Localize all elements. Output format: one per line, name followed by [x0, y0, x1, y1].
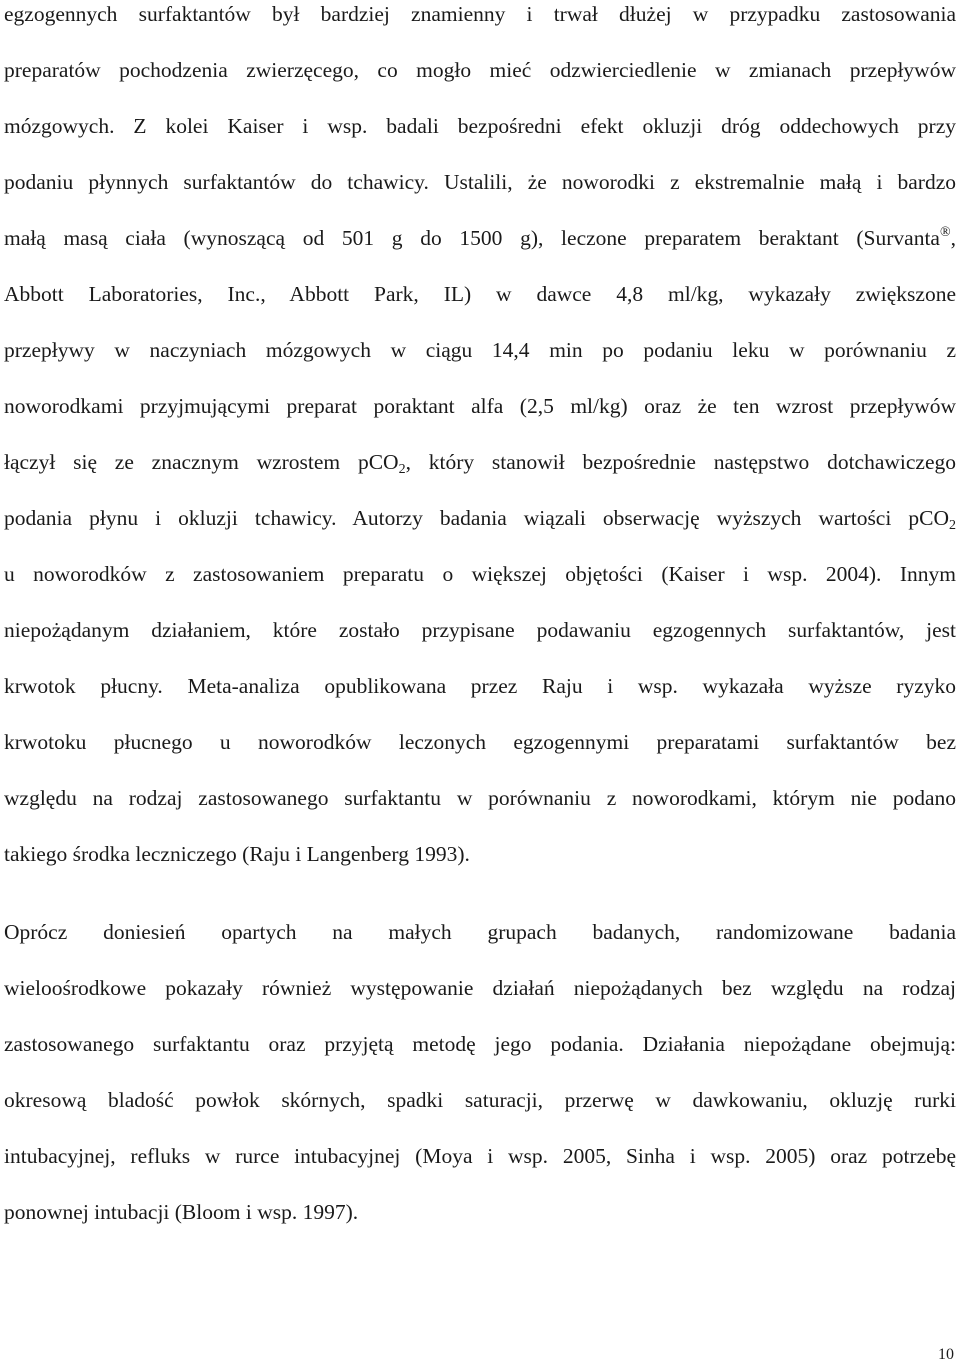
text-line: intubacyjnej, refluks w rurce intubacyjnej (Moya i wsp. 2005, Sinha i wsp. 2005) oraz potrzebę	[4, 1144, 956, 1168]
text-segment: ,	[950, 226, 956, 250]
text-line: zastosowanego surfaktantu oraz przyjętą metodę jego podania. Działania niepożądane obejmują:	[4, 1032, 956, 1056]
subscript: 2	[949, 518, 956, 533]
text-segment: łączył się ze znacznym wzrostem pCO	[4, 450, 399, 474]
text-line: egzogennych surfaktantów był bardziej znamienny i trwał dłużej w przypadku zastosowania	[4, 2, 956, 26]
text-line: przepływy w naczyniach mózgowych w ciągu 14,4 min po podaniu leku w porównaniu z	[4, 338, 956, 362]
text-line: mózgowych. Z kolei Kaiser i wsp. badali bezpośredni efekt okluzji dróg oddechowych przy	[4, 114, 956, 138]
text-line	[4, 504, 956, 532]
text-line: krwotoku płucnego u noworodków leczonych egzogennymi preparatami surfaktantów bez	[4, 730, 956, 754]
page-number: 10	[938, 1346, 954, 1363]
text-segment: podania płynu i okluzji tchawicy. Autorzy badania wiązali obserwację wyższych wartości pCO	[4, 506, 949, 530]
text-segment: , który stanowił bezpośrednie następstwo dotchawiczego	[405, 450, 956, 474]
text-line: krwotok płucny. Meta-analiza opublikowana przez Raju i wsp. wykazała wyższe ryzyko	[4, 674, 956, 698]
text-line: względu na rodzaj zastosowanego surfaktantu w porównaniu z noworodkami, którym nie podano	[4, 786, 956, 810]
text-line: niepożądanym działaniem, które zostało przypisane podawaniu egzogennych surfaktantów, jest	[4, 618, 956, 642]
text-line: okresową bladość powłok skórnych, spadki saturacji, przerwę w dawkowaniu, okluzję rurki	[4, 1088, 956, 1112]
text-line: u noworodków z zastosowaniem preparatu o większej objętości (Kaiser i wsp. 2004). Innym	[4, 562, 956, 586]
text-segment: małą masą ciała (wynoszącą od 501 g do 1500 g), leczone preparatem beraktant (Survanta	[4, 226, 940, 250]
text-line: ponownej intubacji (Bloom i wsp. 1997).	[4, 1200, 359, 1224]
text-line: Abbott Laboratories, Inc., Abbott Park, IL) w dawce 4,8 ml/kg, wykazały zwiększone	[4, 282, 956, 306]
text-line: noworodkami przyjmującymi preparat poraktant alfa (2,5 ml/kg) oraz że ten wzrost przepływów	[4, 394, 956, 418]
text-line	[4, 448, 956, 476]
registered-mark: ®	[939, 225, 951, 240]
subscript: 2	[398, 462, 406, 477]
text-line: podaniu płynnych surfaktantów do tchawicy. Ustalili, że noworodki z ekstremalnie małą i bardzo	[4, 170, 956, 194]
text-line: wieloośrodkowe pokazały również występowanie działań niepożądanych bez względu na rodzaj	[4, 976, 956, 1000]
text-line: preparatów pochodzenia zwierzęcego, co mogło mieć odzwierciedlenie w zmianach przepływów	[4, 58, 956, 82]
text-line: Oprócz doniesień opartych na małych grupach badanych, randomizowane badania	[4, 920, 956, 944]
text-line: takiego środka leczniczego (Raju i Langenberg 1993).	[4, 842, 470, 866]
text-line	[4, 224, 956, 252]
